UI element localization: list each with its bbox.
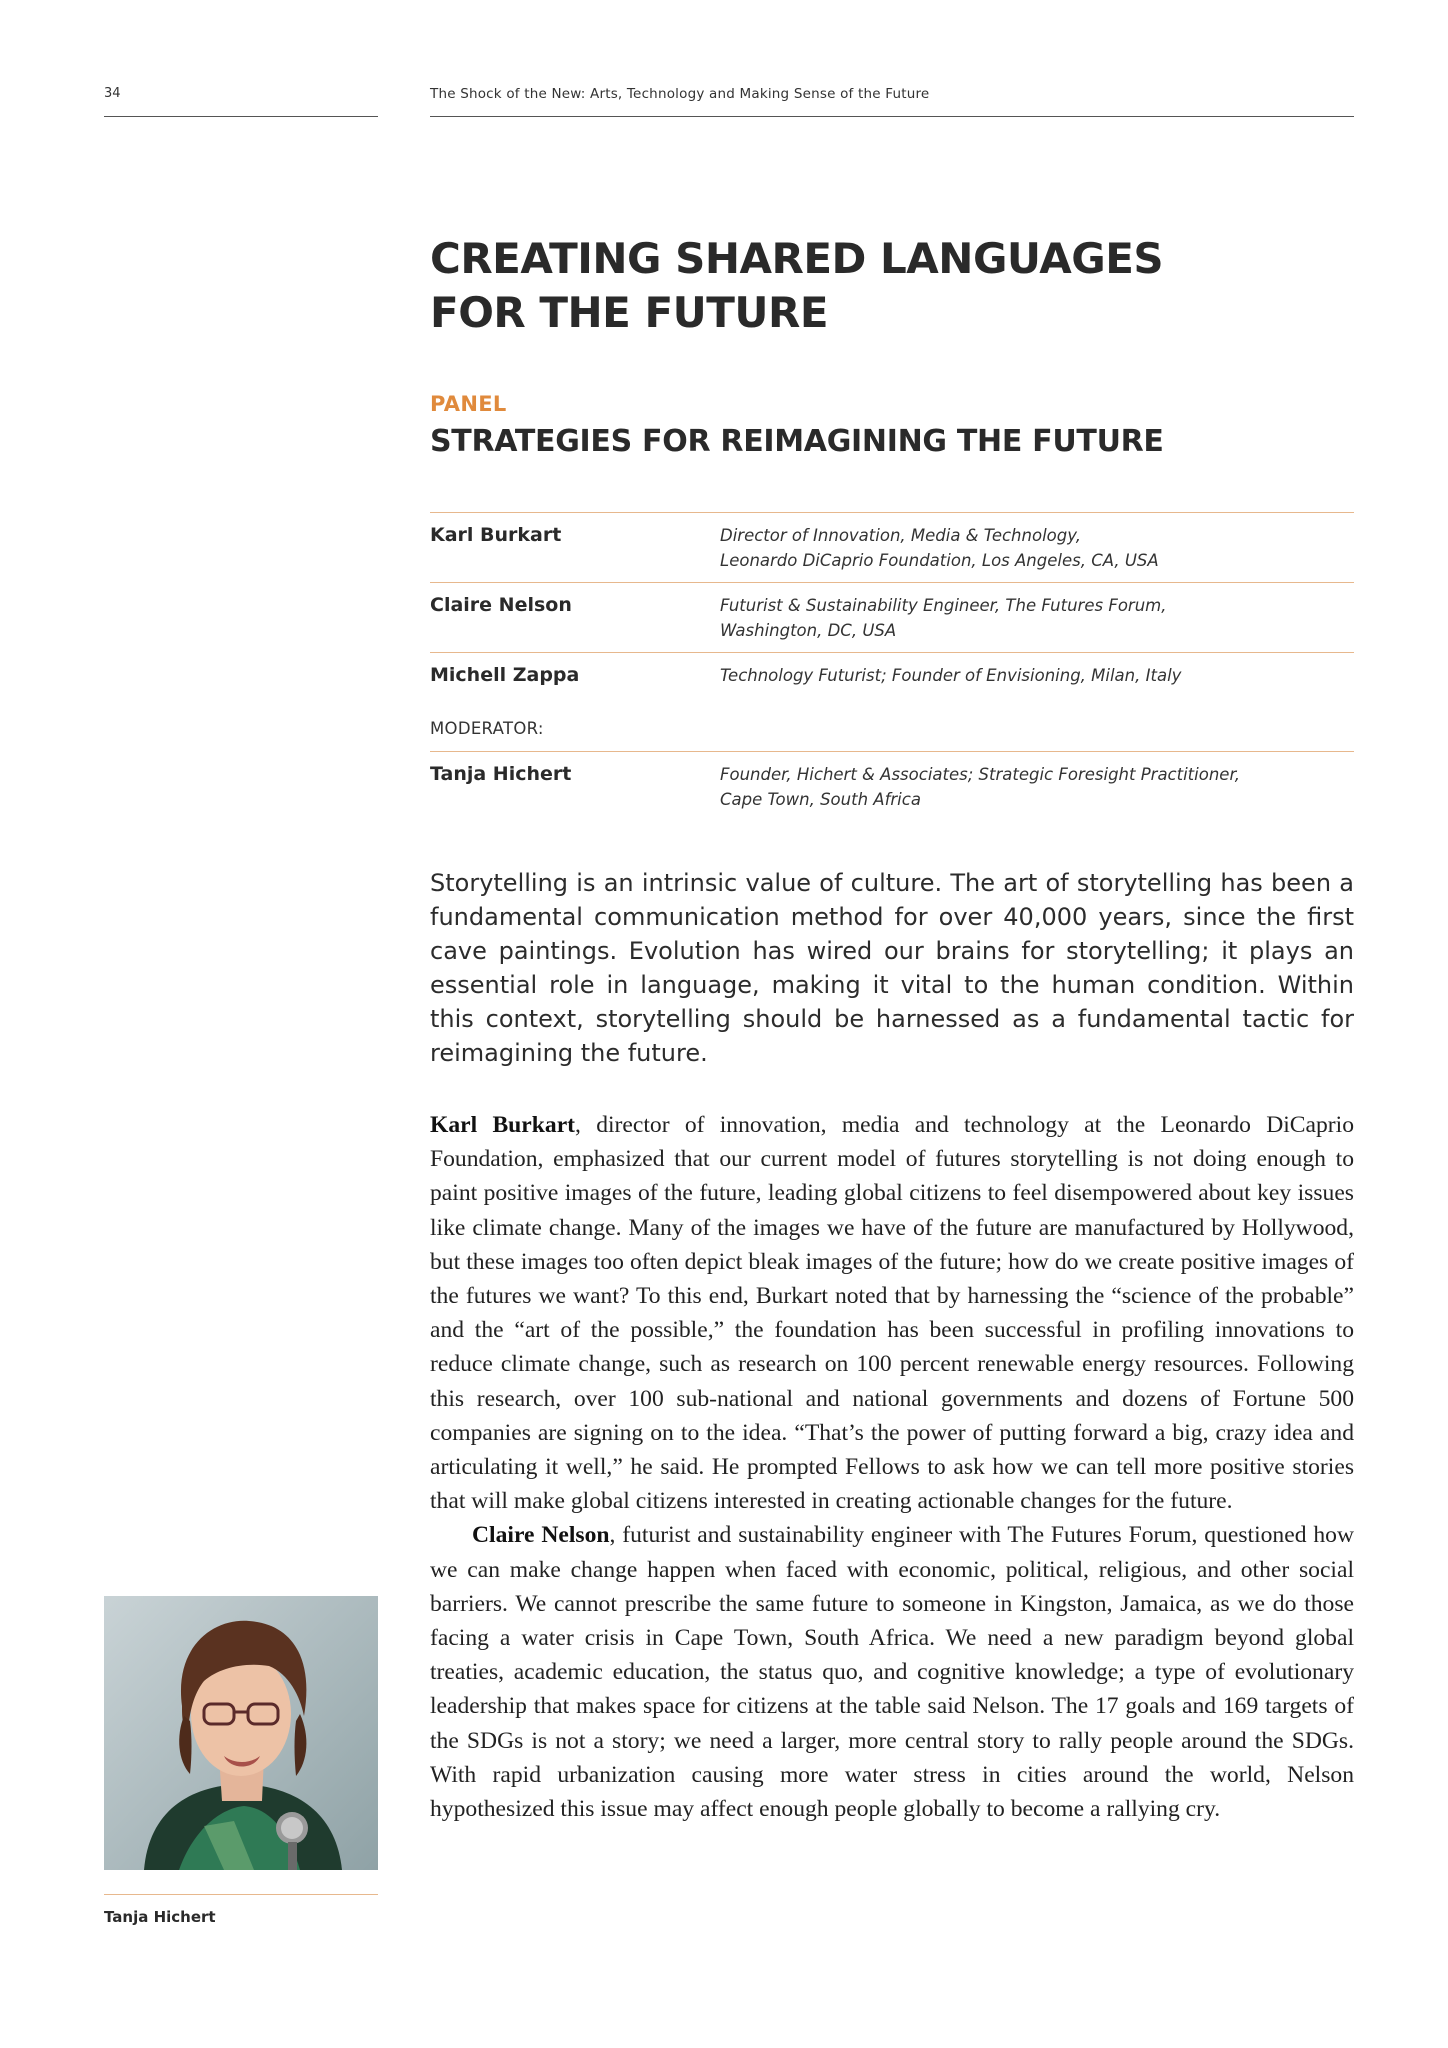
speaker-name: Claire Nelson xyxy=(430,594,572,616)
speaker-role-line: Technology Futurist; Founder of Envisioning, Milan, Italy xyxy=(720,666,1182,685)
running-title: The Shock of the New: Arts, Technology and Making Sense of the Future xyxy=(430,86,930,102)
moderator-row xyxy=(430,751,1354,821)
speaker-role-line: Leonardo DiCaprio Foundation, Los Angeles, CA, USA xyxy=(720,551,1159,570)
header-rule-left xyxy=(104,116,378,117)
body-paragraph xyxy=(430,1108,1354,1518)
speaker-row xyxy=(430,582,1354,652)
speaker-role xyxy=(720,663,1354,688)
page-number: 34 xyxy=(104,86,121,101)
speaker-role xyxy=(720,523,1354,573)
moderator-label: MODERATOR: xyxy=(430,719,544,738)
panel-label: PANEL xyxy=(430,392,507,416)
speaker-photo xyxy=(104,1596,378,1870)
speaker-name: Karl Burkart xyxy=(430,524,562,546)
page-title xyxy=(430,232,1354,340)
paragraph-text: , futurist and sustainability engineer with The Futures Forum, questioned how we can make change happen when faced with economic, political, religious, and other social barriers. We cannot prescribe the same future to someone in Kingston, Jamaica, as we do those facing a water crisis in Cape Town, South Africa. We need a new paradigm beyond global treaties, academic education, the status quo, and cognitive knowledge; a type of evolutionary leadership that makes space for citizens at the table said Nelson. The 17 goals and 169 targets of the SDGs is not a story; we need a larger, more central story to rally people around the SDGs. With rapid urbanization causing more water stress in cities around the world, Nelson hypothesized this issue may affect enough people globally to become a rallying cry. xyxy=(430,1522,1354,1823)
speaker-lead: Claire Nelson xyxy=(472,1522,610,1549)
speaker-name: Michell Zappa xyxy=(430,664,580,686)
speaker-row xyxy=(430,652,1354,697)
intro-paragraph: Storytelling is an intrinsic value of culture. The art of storytelling has been a fundamental communication method for over 40,000 years, since the first cave paintings. Evolution has wired our brains for storytelling; it plays an essential role in language, making it vital to the human condition. Within this context, storytelling should be harnessed as a fundamental tactic for reimagining the future. xyxy=(430,869,1354,1067)
moderator-role-line: Cape Town, South Africa xyxy=(720,790,921,809)
panel-title: STRATEGIES FOR REIMAGINING THE FUTURE xyxy=(430,424,1164,459)
header-rule-right xyxy=(430,116,1354,117)
speaker-lead: Karl Burkart xyxy=(430,1112,576,1138)
speaker-role-line: Futurist & Sustainability Engineer, The Futures Forum, xyxy=(720,596,1167,615)
paragraph-text: , director of innovation, media and technology at the Leonardo DiCaprio Foundation, emphasized that our current model of futures storytelling is not doing enough to paint positive images of the future, leading global citizens to feel disempowered about key issues like climate change. Many of the images we have of the future are manufactured by Hollywood, but these images too often depict bleak images of the future; how do we create positive images of the futures we want? To this end, Burkart noted that by harnessing the “science of the probable” and the “art of the possible,” the foundation has been successful in profiling innovations to reduce climate change, such as research on 100 percent renewable energy resources. Following this research, over 100 sub-national and national governments and dozens of Fortune 500 companies are signing on to the idea. “That’s the power of putting forward a big, crazy idea and articulating it well,” he said. He prompted Fellows to ask how we can tell more positive stories that will make global citizens interested in creating actionable changes for the future. xyxy=(430,1112,1355,1515)
photo-caption: Tanja Hichert xyxy=(104,1908,216,1926)
speaker-role xyxy=(720,593,1354,643)
body-paragraph xyxy=(430,1518,1354,1826)
body-text xyxy=(430,1108,1354,1826)
speaker-role-line: Washington, DC, USA xyxy=(720,621,897,640)
moderator-role xyxy=(720,762,1354,812)
caption-rule xyxy=(104,1894,378,1895)
moderator-role-line: Founder, Hichert & Associates; Strategic Foresight Practitioner, xyxy=(720,765,1240,784)
speaker-role-line: Director of Innovation, Media & Technology, xyxy=(720,526,1081,545)
moderator-name: Tanja Hichert xyxy=(430,763,572,785)
speaker-row xyxy=(430,512,1354,582)
page-title-line2: FOR THE FUTURE xyxy=(430,288,829,337)
page-title-line1: CREATING SHARED LANGUAGES xyxy=(430,234,1164,283)
speaker-list xyxy=(430,512,1354,821)
